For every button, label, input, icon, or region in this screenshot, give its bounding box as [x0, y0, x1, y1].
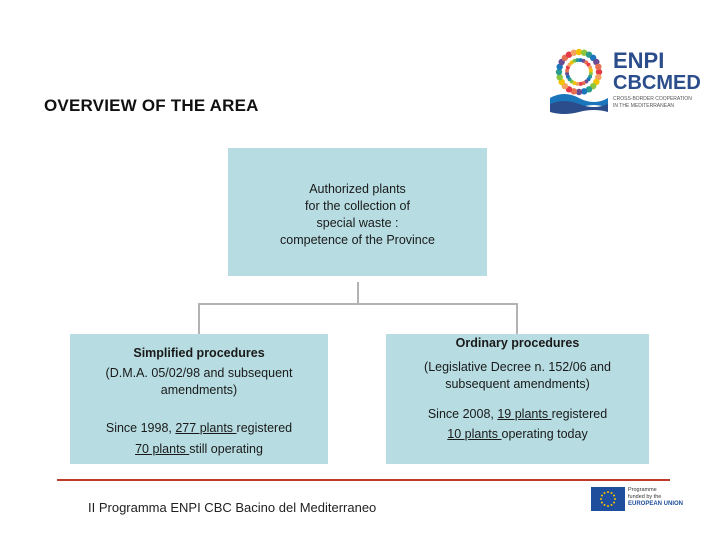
left-box-stat2: 70 plants still operating — [135, 442, 263, 456]
top-box-line: special waste : — [316, 216, 399, 230]
eu-star — [613, 495, 615, 497]
left-box-stat1: Since 1998, 277 plants registered — [105, 421, 293, 435]
eu-star — [600, 498, 602, 500]
left-box-ref-line: amendments) — [160, 383, 238, 397]
plants-count: 19 plants — [497, 407, 552, 421]
enpi-cbcmed-logo — [546, 42, 701, 118]
eu-star — [601, 495, 603, 497]
eu-star — [601, 502, 603, 504]
connector-vertical-top — [357, 282, 359, 305]
left-box-heading: Simplified procedures — [133, 346, 265, 360]
eu-star — [607, 505, 609, 507]
eu-star — [611, 504, 613, 506]
top-box-line: Authorized plants — [309, 182, 406, 196]
eu-line3: EUROPEAN UNION — [628, 501, 684, 507]
top-box-line: for the collection of — [305, 199, 410, 213]
eu-star — [614, 498, 616, 500]
page-title: OVERVIEW OF THE AREA — [44, 96, 259, 115]
connector-horizontal — [198, 303, 518, 305]
plants-count: 277 plants — [175, 421, 237, 435]
simplified-procedures-box — [70, 334, 328, 464]
plants-count: 70 plants — [135, 442, 190, 456]
connector-left-drop — [198, 303, 200, 334]
logo-tagline1: CROSS-BORDER COOPERATION — [613, 96, 692, 102]
right-box-ref-line: (Legislative Decree n. 152/06 and — [424, 360, 611, 374]
eu-line1: Programme — [628, 487, 657, 493]
ordinary-procedures-box — [386, 334, 649, 464]
right-box-stat2: 10 plants operating today — [447, 427, 588, 441]
eu-line2: funded by the — [628, 494, 662, 500]
eu-star — [604, 492, 606, 494]
left-box-ref-line: (D.M.A. 05/02/98 and subsequent — [105, 366, 293, 380]
top-box-line: competence of the Province — [280, 233, 435, 247]
sunburst-dot — [595, 64, 601, 70]
footer-text: II Programma ENPI CBC Bacino del Mediterraneo — [88, 500, 377, 515]
logo-line2: CBCMED — [613, 72, 701, 94]
right-box-stat1: Since 2008, 19 plants registered — [427, 407, 608, 421]
logo-tagline2: IN THE MEDITERRANEAN — [613, 103, 675, 109]
connector-right-drop — [516, 303, 518, 334]
eu-star — [604, 504, 606, 506]
footer-rule — [57, 479, 670, 481]
eu-star — [611, 492, 613, 494]
eu-star — [607, 491, 609, 493]
eu-flag-icon — [591, 487, 625, 511]
plants-count: 10 plants — [447, 427, 502, 441]
eu-funding-logo — [591, 486, 687, 512]
top-box — [228, 148, 487, 276]
logo-line1: ENPI — [613, 48, 665, 73]
sunburst-dot — [589, 68, 593, 72]
sunburst-icon — [546, 42, 612, 114]
right-box-heading: Ordinary procedures — [455, 336, 580, 350]
eu-star — [613, 502, 615, 504]
right-box-ref-line: subsequent amendments) — [445, 377, 590, 391]
